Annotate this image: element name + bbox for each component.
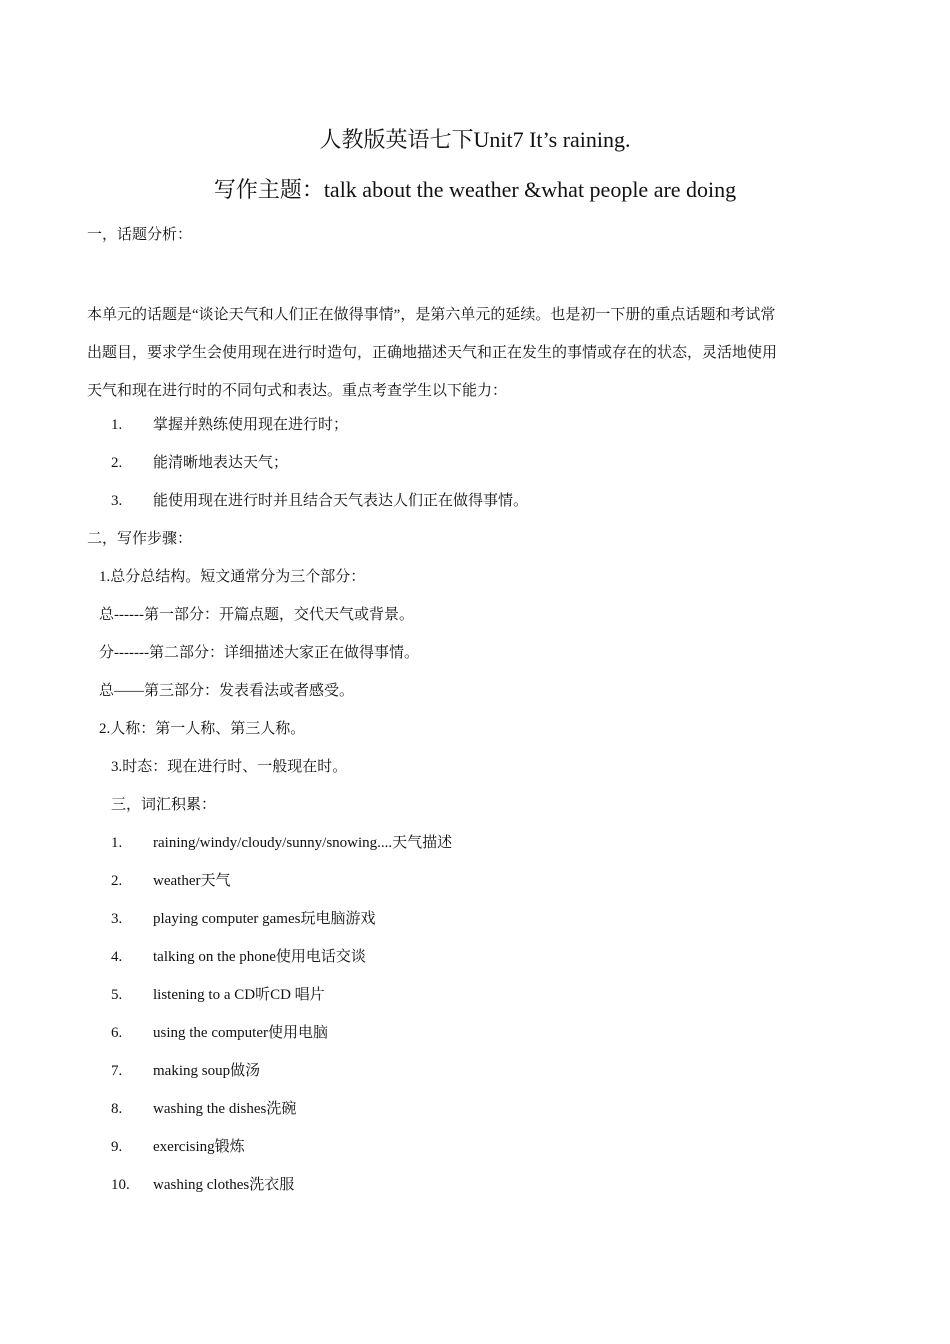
vocab-item: talking on the phone使用电话交谈 [153, 949, 366, 965]
vocab-number: 1. [111, 835, 123, 851]
vocab-number: 9. [111, 1139, 123, 1155]
vocab-number: 10. [111, 1177, 130, 1193]
paragraph-line: 本单元的话题是“谈论天气和人们正在做得事情”，是第六单元的延续。也是初一下册的重点话题和考试常 [87, 307, 776, 323]
vocab-item: weather天气 [153, 873, 231, 889]
vocab-number: 6. [111, 1025, 123, 1041]
ability-number: 1. [111, 417, 123, 433]
section-heading-vocabulary: 三，词汇积累： [111, 797, 217, 813]
person-line: 2.人称：第一人称、第三人称。 [99, 721, 306, 737]
document-title: 人教版英语七下Unit7 It’s raining. [319, 127, 631, 152]
vocab-item: playing computer games玩电脑游戏 [153, 911, 376, 927]
structure-part-3: 总——第三部分：发表看法或者感受。 [99, 683, 355, 699]
vocab-number: 4. [111, 949, 123, 965]
vocab-number: 7. [111, 1063, 123, 1079]
vocab-number: 8. [111, 1101, 123, 1117]
structure-part-2: 分-------第二部分：详细描述大家正在做得事情。 [99, 645, 419, 661]
document-subtitle: 写作主题：talk about the weather &what people are doing [213, 177, 737, 202]
vocab-item: washing clothes洗衣服 [153, 1177, 295, 1193]
vocab-item: raining/windy/cloudy/sunny/snowing....天气描述 [153, 835, 453, 851]
paragraph-line: 天气和现在进行时的不同句式和表达。重点考查学生以下能力： [87, 383, 508, 399]
section-heading-writing-steps: 二，写作步骤： [87, 531, 193, 547]
structure-line: 1.总分总结构。短文通常分为三个部分： [99, 569, 366, 585]
ability-number: 2. [111, 455, 123, 471]
vocab-item: making soup做汤 [153, 1063, 261, 1079]
ability-item: 能清晰地表达天气； [153, 455, 289, 471]
section-heading-topic-analysis: 一，话题分析： [87, 227, 193, 243]
topic-analysis-paragraph [87, 296, 862, 410]
vocab-item: listening to a CD听CD 唱片 [153, 987, 325, 1003]
tense-line: 3.时态：现在进行时、一般现在时。 [111, 759, 348, 775]
vocab-item: using the computer使用电脑 [153, 1025, 328, 1041]
ability-item: 能使用现在进行时并且结合天气表达人们正在做得事情。 [153, 493, 529, 509]
ability-item: 掌握并熟练使用现在进行时； [153, 417, 349, 433]
vocab-number: 3. [111, 911, 123, 927]
ability-number: 3. [111, 493, 123, 509]
vocab-item: exercising锻炼 [153, 1139, 245, 1155]
structure-part-1: 总------第一部分：开篇点题，交代天气或背景。 [99, 607, 414, 623]
paragraph-line: 出题目，要求学生会使用现在进行时造句，正确地描述天气和正在发生的事情或存在的状态，灵活地使用 [87, 345, 778, 361]
vocab-number: 5. [111, 987, 123, 1003]
vocab-number: 2. [111, 873, 123, 889]
vocab-item: washing the dishes洗碗 [153, 1101, 297, 1117]
